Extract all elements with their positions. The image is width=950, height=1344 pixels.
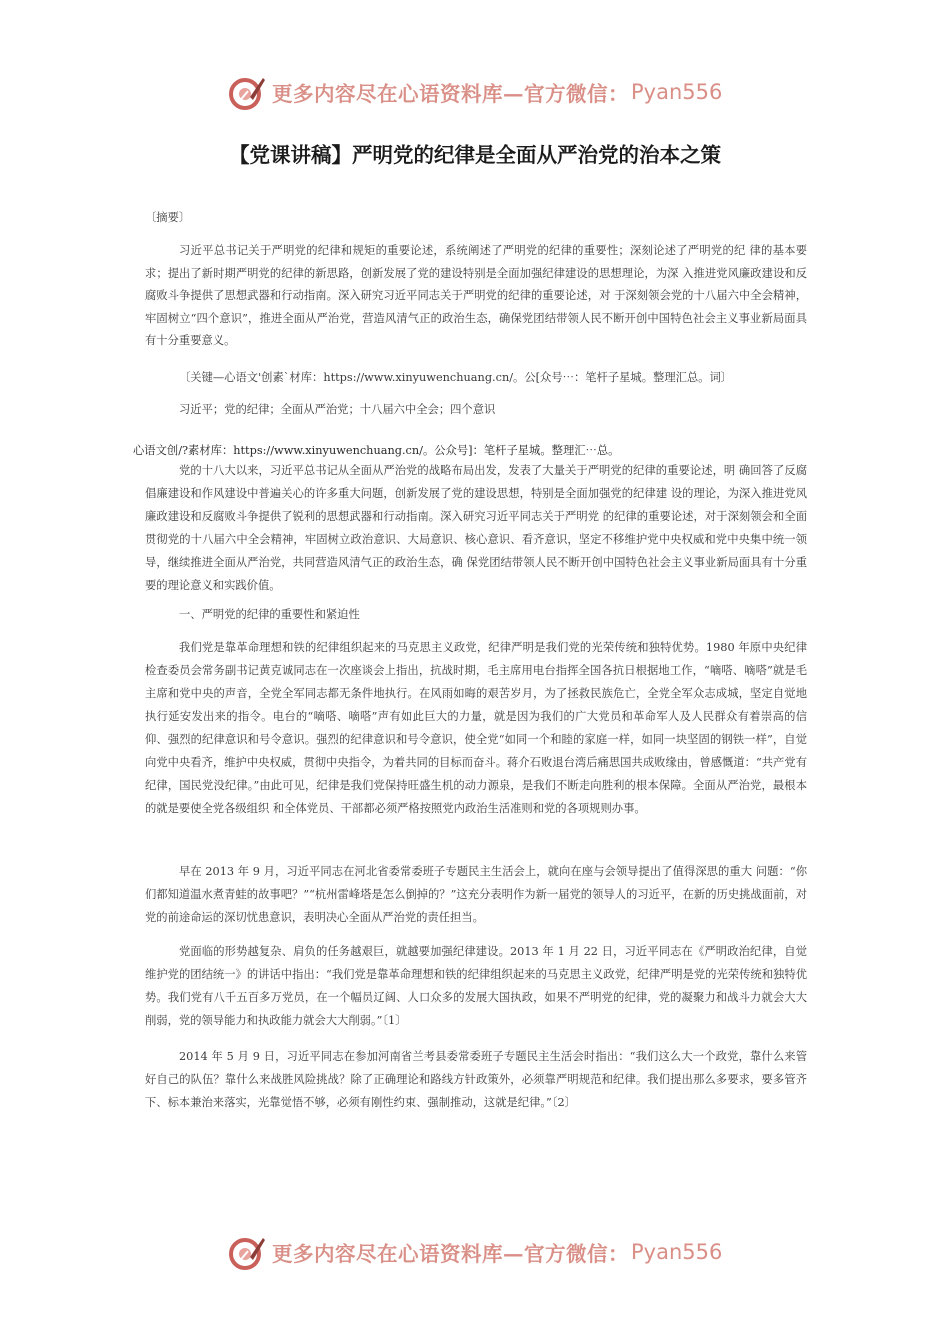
abstract-paragraph: 习近平总书记关于严明党的纪律和规矩的重要论述，系统阐述了严明党的纪律的重要性；深刻论述了严明党的纪 律的基本要求；提出了新时期严明党的纪律的新思路，创新发展了党的建设特别是全面加强纪律建设的思想理论，为深 入推进党风廉政建设和反腐败斗争提供了思想武器和行动指南。深入研究习近平同志关于严明党的纪律的重要论述，对 于深刻领会党的十八届六中全会精神，牢固树立“四个意识”，推进全面从严治党，营造风清气正的政治生态，确保党团结带领人民不断开创中国特色社会主义事业新局面具有十分重要意义。 [145, 244, 807, 347]
wechat-id: Pyan556 [631, 80, 723, 104]
banner-text: 更多内容尽在心语资料库—官方微信： [272, 82, 629, 106]
wechat-id: Pyan556 [631, 1240, 723, 1264]
intro-paragraph: 党的十八大以来，习近平总书记从全面从严治党的战略布局出发，发表了大量关于严明党的纪律的重要论述，明 确回答了反腐倡廉建设和作风建设中普遍关心的许多重大问题，创新发展了党的建设思想，特别是全面加强党的纪律建 设的理论，为深入推进党风廉政建设和反腐败斗争提供了锐利的思想武器和行动指南。深入研究习近平同志关于严明党 的纪律的重要论述，对于深刻领会和全面贯彻党的十八届六中全会精神，牢固树立政治意识、大局意识、核心意识、看齐意识，坚定不移维护党中央权威和党中央集中统一领导，继续推进全面从严治党，共同营造风清气正的政治生态，确 保党团结带领人民不断开创中国特色社会主义事业新局面具有十分重要的理论意义和实践价值。 [145, 464, 807, 592]
header-banner [228, 70, 728, 114]
keywords-note: 〔关键—心语文'创素`材库：https://www.xinyuwenchuang.cn/。公[众号⋯：笔杆子星城。整理汇总。词〕 [179, 371, 733, 384]
body-paragraph-4: 2014 年 5 月 9 日，习近平同志在参加河南省兰考县委常委班子专题民主生活会时指出：“我们这么大一个政党，靠什么来管好自己的队伍？靠什么来战胜风险挑战？除了正确理论和路线方针政策外，必须靠严明规范和纪律。我们提出那么多要求，要多管齐下、标本兼治来落实，光靠觉悟不够，必须有刚性约束、强制推动，这就是纪律。”〔2〕 [145, 1050, 807, 1109]
body-paragraph-2: 早在 2013 年 9 月，习近平同志在河北省委常委班子专题民主生活会上，就向在座与会领导提出了值得深思的重大 问题：“你们都知道温水煮青蛙的故事吧？”“杭州雷峰塔是怎么倒掉的？”这充分表明作为新一届党的领导人的习近平，在新的历史挑战面前，对党的前途命运的深切忧患意识，表明决心全面从严治党的责任担当。 [145, 865, 807, 924]
document-title: 【党课讲稿】严明党的纪律是全面从严治党的治本之策 [229, 143, 721, 167]
section-heading: 一、严明党的纪律的重要性和紧迫性 [179, 608, 360, 621]
source-note: 心语文创/?素材库：https://www.xinyuwenchuang.cn/。公众号]：笔杆子星城。整理汇⋯总。 [133, 444, 620, 457]
keywords: 习近平；党的纪律；全面从严治党；十八届六中全会；四个意识 [179, 403, 496, 416]
body-paragraph-3: 党面临的形势越复杂、肩负的任务越艰巨，就越要加强纪律建设。2013 年 1 月 22 日，习近平同志在《严明政治纪律，自觉维护党的团结统一》的讲话中指出：“我们党是靠革命理想和铁的纪律组织起来的马克思主义政党，纪律严明是党的光荣传统和独特优势。我们党有八千五百多万党员，在一个幅员辽阔、人口众多的发展大国执政，如果不严明党的纪律，党的凝聚力和战斗力就会大大削弱，党的领导能力和执政能力就会大大削弱。”〔1〕 [145, 945, 807, 1027]
banner-text: 更多内容尽在心语资料库—官方微信： [272, 1242, 629, 1266]
pen-logo-icon [228, 73, 266, 111]
body-paragraph-1: 我们党是靠革命理想和铁的纪律组织起来的马克思主义政党，纪律严明是我们党的光荣传统和独特优势。1980 年原中央纪律检查委员会常务副书记黄克诚同志在一次座谈会上指出，抗战时期，毛主席用电台指挥全国各抗日根据地工作，“嘀嗒、嘀嗒”就是毛主席和党中央的声音，全党全军同志都无条件地执行。在风雨如晦的艰苦岁月，为了拯救民族危亡，全党全军众志成城，坚定自觉地执行延安发出来的指令。电台的“嘀嗒、嘀嗒”声有如此巨大的力量，就是因为我们的广大党员和革命军人及人民群众有着崇高的信仰、强烈的纪律意识和号令意识。强烈的纪律意识和号令意识，使全党“如同一个和睦的家庭一样，如同一块坚固的钢铁一样”，自觉向党中央看齐，维护中央权威，贯彻中央指令，为着共同的目标而奋斗。蒋介石败退台湾后痛思国共成败缘由，曾感慨道：“共产党有纪律，国民党没纪律。”由此可见，纪律是我们党保持旺盛生机的动力源泉，是我们不断走向胜利的根本保障。全面从严治党，最根本的就是要使全党各级组织 和全体党员、干部都必须严格按照党内政治生活准则和党的各项规则办事。 [145, 641, 807, 815]
footer-banner [228, 1230, 728, 1274]
abstract-label: 〔摘要〕 [145, 211, 191, 224]
pen-logo-icon [228, 1233, 266, 1271]
